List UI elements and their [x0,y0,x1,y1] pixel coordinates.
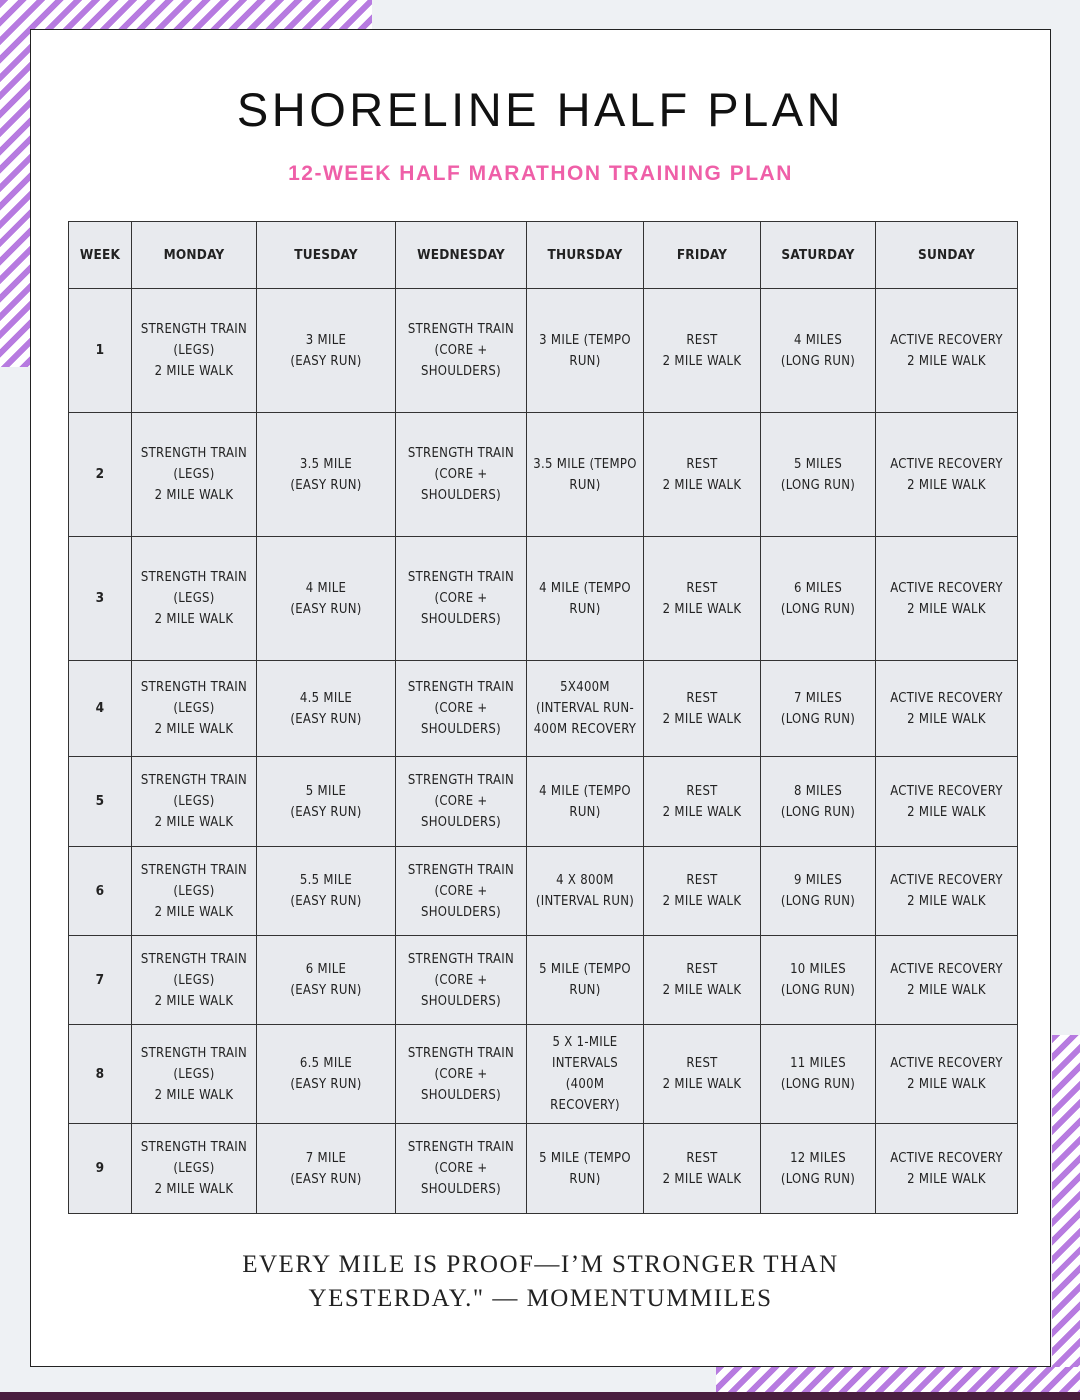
workout-cell-tuesday: 4.5 MILE (EASY RUN) [257,661,396,757]
workout-cell-thursday: 4 MILE (TEMPO RUN) [527,757,644,847]
workout-cell-monday: STRENGTH TRAIN (LEGS) 2 MILE WALK [132,537,257,661]
workout-cell-wednesday: STRENGTH TRAIN (CORE + SHOULDERS) [396,413,527,537]
workout-cell-sunday: ACTIVE RECOVERY 2 MILE WALK [876,661,1018,757]
column-header-tuesday: TUESDAY [257,222,396,289]
table-row [69,661,1018,757]
week-number-cell: 2 [69,413,132,537]
workout-cell-friday: REST 2 MILE WALK [644,847,761,936]
column-header-sunday: SUNDAY [876,222,1018,289]
bottom-border-bar [0,1392,1080,1400]
workout-cell-saturday: 12 MILES (LONG RUN) [761,1124,876,1214]
workout-cell-tuesday: 3 MILE (EASY RUN) [257,289,396,413]
workout-cell-saturday: 7 MILES (LONG RUN) [761,661,876,757]
decorative-stripe-left [0,0,30,367]
workout-cell-wednesday: STRENGTH TRAIN (CORE + SHOULDERS) [396,847,527,936]
workout-cell-wednesday: STRENGTH TRAIN (CORE + SHOULDERS) [396,1124,527,1214]
quote-line-2: YESTERDAY." — MOMENTUMMILES [308,1285,773,1312]
week-number-cell: 1 [69,289,132,413]
workout-cell-monday: STRENGTH TRAIN (LEGS) 2 MILE WALK [132,289,257,413]
workout-cell-friday: REST 2 MILE WALK [644,537,761,661]
table-row [69,1124,1018,1214]
training-plan-table [68,221,1018,1214]
workout-cell-monday: STRENGTH TRAIN (LEGS) 2 MILE WALK [132,1025,257,1124]
column-header-wednesday: WEDNESDAY [396,222,527,289]
workout-cell-friday: REST 2 MILE WALK [644,289,761,413]
plan-page [30,29,1051,1367]
workout-cell-friday: REST 2 MILE WALK [644,1025,761,1124]
workout-cell-tuesday: 3.5 MILE (EASY RUN) [257,413,396,537]
column-header-friday: FRIDAY [644,222,761,289]
decorative-stripe-right [1052,1035,1080,1392]
workout-cell-sunday: ACTIVE RECOVERY 2 MILE WALK [876,847,1018,936]
decorative-stripe-top-left [0,0,372,30]
workout-cell-saturday: 8 MILES (LONG RUN) [761,757,876,847]
workout-cell-thursday: 5 MILE (TEMPO RUN) [527,1124,644,1214]
workout-cell-thursday: 3 MILE (TEMPO RUN) [527,289,644,413]
workout-cell-sunday: ACTIVE RECOVERY 2 MILE WALK [876,1025,1018,1124]
workout-cell-tuesday: 6 MILE (EASY RUN) [257,936,396,1025]
workout-cell-thursday: 4 MILE (TEMPO RUN) [527,537,644,661]
workout-cell-saturday: 6 MILES (LONG RUN) [761,537,876,661]
workout-cell-wednesday: STRENGTH TRAIN (CORE + SHOULDERS) [396,936,527,1025]
workout-cell-wednesday: STRENGTH TRAIN (CORE + SHOULDERS) [396,757,527,847]
workout-cell-thursday: 5X400M (INTERVAL RUN- 400M RECOVERY [527,661,644,757]
table-row [69,413,1018,537]
week-number-cell: 6 [69,847,132,936]
workout-cell-saturday: 10 MILES (LONG RUN) [761,936,876,1025]
workout-cell-friday: REST 2 MILE WALK [644,1124,761,1214]
table-row [69,537,1018,661]
workout-cell-wednesday: STRENGTH TRAIN (CORE + SHOULDERS) [396,1025,527,1124]
workout-cell-wednesday: STRENGTH TRAIN (CORE + SHOULDERS) [396,661,527,757]
week-number-cell: 7 [69,936,132,1025]
workout-cell-tuesday: 5.5 MILE (EASY RUN) [257,847,396,936]
workout-cell-sunday: ACTIVE RECOVERY 2 MILE WALK [876,936,1018,1025]
table-row [69,757,1018,847]
workout-cell-friday: REST 2 MILE WALK [644,413,761,537]
column-header-monday: MONDAY [132,222,257,289]
page-title: SHORELINE HALF PLAN [236,83,845,136]
workout-cell-wednesday: STRENGTH TRAIN (CORE + SHOULDERS) [396,537,527,661]
workout-cell-monday: STRENGTH TRAIN (LEGS) 2 MILE WALK [132,413,257,537]
table-row [69,1025,1018,1124]
workout-cell-thursday: 3.5 MILE (TEMPO RUN) [527,413,644,537]
workout-cell-friday: REST 2 MILE WALK [644,936,761,1025]
workout-cell-tuesday: 5 MILE (EASY RUN) [257,757,396,847]
workout-cell-friday: REST 2 MILE WALK [644,757,761,847]
workout-cell-sunday: ACTIVE RECOVERY 2 MILE WALK [876,413,1018,537]
workout-cell-thursday: 4 X 800M (INTERVAL RUN) [527,847,644,936]
table-row [69,289,1018,413]
week-number-cell: 3 [69,537,132,661]
workout-cell-monday: STRENGTH TRAIN (LEGS) 2 MILE WALK [132,757,257,847]
workout-cell-thursday: 5 X 1-MILE INTERVALS (400M RECOVERY) [527,1025,644,1124]
table-row [69,847,1018,936]
decorative-stripe-bottom-right [716,1367,1080,1392]
week-number-cell: 9 [69,1124,132,1214]
workout-cell-sunday: ACTIVE RECOVERY 2 MILE WALK [876,289,1018,413]
workout-cell-friday: REST 2 MILE WALK [644,661,761,757]
workout-cell-monday: STRENGTH TRAIN (LEGS) 2 MILE WALK [132,661,257,757]
week-number-cell: 5 [69,757,132,847]
quote-line-1: EVERY MILE IS PROOF—I’M STRONGER THAN [242,1251,839,1278]
table-row [69,936,1018,1025]
workout-cell-tuesday: 4 MILE (EASY RUN) [257,537,396,661]
column-header-saturday: SATURDAY [761,222,876,289]
week-number-cell: 4 [69,661,132,757]
workout-cell-tuesday: 6.5 MILE (EASY RUN) [257,1025,396,1124]
column-header-week: WEEK [69,222,132,289]
workout-cell-saturday: 11 MILES (LONG RUN) [761,1025,876,1124]
workout-cell-monday: STRENGTH TRAIN (LEGS) 2 MILE WALK [132,936,257,1025]
column-header-thursday: THURSDAY [527,222,644,289]
workout-cell-thursday: 5 MILE (TEMPO RUN) [527,936,644,1025]
workout-cell-monday: STRENGTH TRAIN (LEGS) 2 MILE WALK [132,1124,257,1214]
workout-cell-tuesday: 7 MILE (EASY RUN) [257,1124,396,1214]
workout-cell-sunday: ACTIVE RECOVERY 2 MILE WALK [876,757,1018,847]
page-subtitle: 12-WEEK HALF MARATHON TRAINING PLAN [288,162,793,185]
workout-cell-saturday: 9 MILES (LONG RUN) [761,847,876,936]
workout-cell-saturday: 5 MILES (LONG RUN) [761,413,876,537]
workout-cell-sunday: ACTIVE RECOVERY 2 MILE WALK [876,537,1018,661]
table-header-row [69,222,1018,289]
week-number-cell: 8 [69,1025,132,1124]
motivational-quote [31,1248,1050,1316]
table-body [69,289,1018,1214]
workout-cell-sunday: ACTIVE RECOVERY 2 MILE WALK [876,1124,1018,1214]
workout-cell-saturday: 4 MILES (LONG RUN) [761,289,876,413]
workout-cell-wednesday: STRENGTH TRAIN (CORE + SHOULDERS) [396,289,527,413]
workout-cell-monday: STRENGTH TRAIN (LEGS) 2 MILE WALK [132,847,257,936]
